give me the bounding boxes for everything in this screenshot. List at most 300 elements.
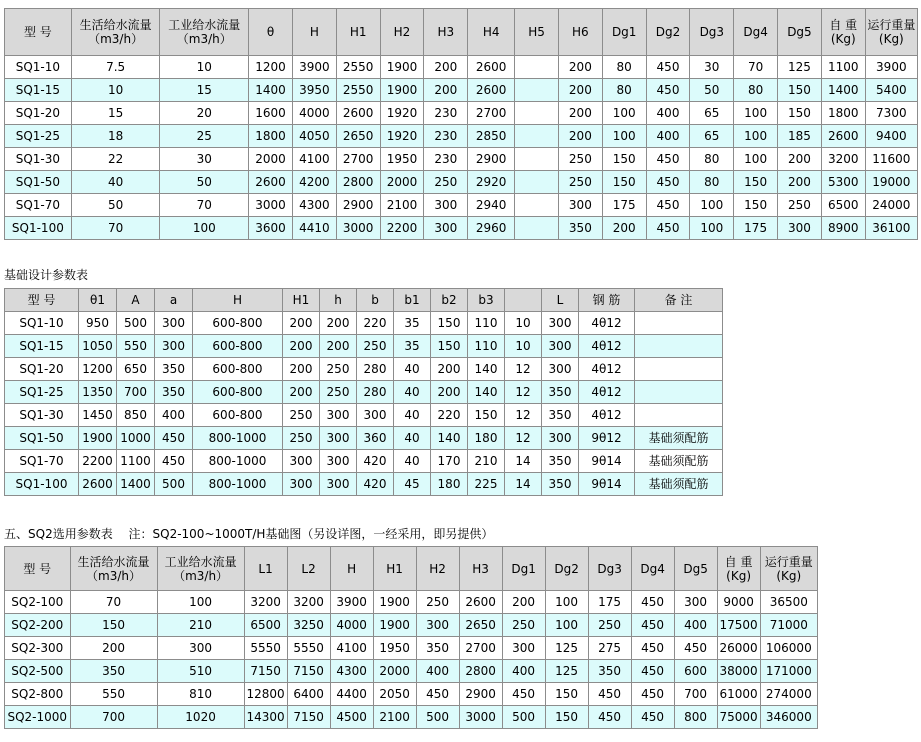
table-row [5,335,723,358]
table-row [5,591,818,614]
table-cell: 125 [545,660,588,683]
table-cell: 65 [690,125,734,148]
table-cell: 基础须配筋 [635,473,723,496]
column-header-label: Dg1 [611,25,637,39]
table-cell: 300 [320,404,357,427]
table-cell: 2000 [380,171,424,194]
table-cell: 2650 [336,125,380,148]
table-cell: 2800 [336,171,380,194]
model-cell: SQ1-15 [5,335,79,358]
table-cell: 220 [357,312,394,335]
table-cell: 12 [505,427,542,450]
table-cell: 80 [602,56,646,79]
table-cell: 200 [502,591,545,614]
table-cell: 450 [588,706,631,729]
table-cell: 650 [117,358,155,381]
table-cell: 400 [416,660,459,683]
table-cell: 1100 [117,450,155,473]
table-cell: 10 [505,312,542,335]
column-header [734,9,778,56]
table-cell: 2100 [373,706,416,729]
table-cell: 6500 [244,614,287,637]
table-cell: 170 [431,450,468,473]
table-cell: 140 [431,427,468,450]
column-header-label: Dg5 [787,25,812,39]
table-cell [515,148,559,171]
table-cell: 5300 [821,171,865,194]
table-cell: 230 [424,148,468,171]
table-cell: 200 [602,217,646,240]
table-cell: 2800 [459,660,502,683]
table-cell: 36500 [760,591,817,614]
table-cell: 450 [646,148,690,171]
column-header-unit: （m3/h） [86,568,142,583]
table-row [5,404,723,427]
foundation-table-caption: 基础设计参数表 [4,268,89,282]
table-cell: 700 [70,706,157,729]
table-cell: 5400 [865,79,917,102]
table-cell: 106000 [760,637,817,660]
table-cell: 4050 [292,125,336,148]
table-cell: 100 [545,614,588,637]
table-cell: 450 [646,56,690,79]
table-cell: 7150 [244,660,287,683]
table-cell: 4300 [292,194,336,217]
column-header [5,547,71,591]
table-cell: 4θ12 [579,358,635,381]
table-cell: 350 [155,381,193,404]
table-cell: 65 [690,102,734,125]
table-cell: 250 [357,335,394,358]
table-cell: 3000 [336,217,380,240]
table-row [5,683,818,706]
table-cell: 80 [690,148,734,171]
table-cell: 15 [71,102,160,125]
table-cell: 350 [588,660,631,683]
column-header: H1 [283,289,320,312]
table-cell: 230 [424,125,468,148]
table-cell: 800-1000 [193,450,283,473]
column-header-label: 工业给水流量 [164,554,237,569]
table-cell: 300 [357,404,394,427]
column-header [249,9,293,56]
table-cell: 70 [734,56,778,79]
table-cell: 350 [542,450,579,473]
table-cell: 8900 [821,217,865,240]
table-cell: 300 [674,591,717,614]
table-cell: 100 [690,194,734,217]
table-cell: 450 [631,591,674,614]
table-cell: 4300 [330,660,373,683]
table-cell: 350 [155,358,193,381]
table-cell: 450 [588,683,631,706]
table-cell: 9θ14 [579,473,635,496]
table-cell: 1900 [373,614,416,637]
sq2-parameter-table [4,546,818,729]
table-cell: 200 [424,79,468,102]
table-cell: 4100 [292,148,336,171]
column-header-label: 生活给水流量 [77,554,150,569]
table-cell: 25 [160,125,249,148]
table-cell: 300 [542,427,579,450]
table-cell: 100 [545,591,588,614]
column-header-unit: （m3/h） [88,32,144,46]
table-cell: 200 [778,148,822,171]
table-cell: 100 [734,148,778,171]
table-cell: 1800 [249,125,293,148]
table-cell: 250 [558,148,602,171]
column-header [717,547,760,591]
table-cell: 200 [778,171,822,194]
column-header [558,9,602,56]
table-cell: 50 [690,79,734,102]
table-cell: 45 [394,473,431,496]
column-header-label: θ [266,25,275,39]
table-cell: 2600 [249,171,293,194]
table-cell: 250 [778,194,822,217]
table-cell: 40 [394,358,431,381]
table-cell [635,358,723,381]
table-cell: 20 [160,102,249,125]
table-cell: 2900 [459,683,502,706]
table-cell: 350 [70,660,157,683]
table-cell: 250 [502,614,545,637]
table-cell: 2600 [79,473,117,496]
table-cell: 150 [431,312,468,335]
table-cell: 2850 [468,125,515,148]
table-row [5,358,723,381]
table-row [5,79,918,102]
table-header-row [5,289,723,312]
table-cell: 300 [283,450,320,473]
table-cell: 800 [674,706,717,729]
column-header: 备 注 [635,289,723,312]
table-cell: 12 [505,404,542,427]
table-cell: 300 [502,637,545,660]
table-cell: 200 [431,381,468,404]
table-cell: 50 [160,171,249,194]
table-cell: 40 [394,381,431,404]
table-cell: 200 [283,335,320,358]
model-cell: SQ1-100 [5,217,72,240]
table-cell: 300 [283,473,320,496]
table-cell: 22 [71,148,160,171]
table-cell: 275 [588,637,631,660]
column-header: A [117,289,155,312]
table-cell: 3200 [287,591,330,614]
table-cell: 450 [502,683,545,706]
column-header [674,547,717,591]
table-cell: 4θ12 [579,312,635,335]
column-header [502,547,545,591]
table-cell [635,335,723,358]
table-cell: 14 [505,473,542,496]
table-cell: 280 [357,381,394,404]
column-header [602,9,646,56]
table-cell: 40 [71,171,160,194]
table-cell: 200 [558,56,602,79]
foundation-parameter-table [4,288,723,496]
table-cell: 150 [734,171,778,194]
column-header: a [155,289,193,312]
table-cell: 2200 [380,217,424,240]
table-cell: 30 [160,148,249,171]
column-header [424,9,468,56]
table-cell: 346000 [760,706,817,729]
model-cell: SQ2-100 [5,591,71,614]
table-cell: 3200 [244,591,287,614]
table-cell [515,217,559,240]
column-header-unit: (Kg) [878,32,904,46]
column-header [865,9,917,56]
table-cell: 7150 [287,706,330,729]
table-cell: 200 [424,56,468,79]
table-cell: 35 [394,335,431,358]
table-cell: 10 [71,79,160,102]
table-cell: 10 [505,335,542,358]
table-cell: 300 [320,427,357,450]
column-header-unit: (Kg) [726,568,752,583]
table-cell: 125 [778,56,822,79]
table-cell: 2600 [336,102,380,125]
column-header-label: 自 重 [829,18,858,32]
table-cell: 300 [542,312,579,335]
table-cell: 250 [424,171,468,194]
table-cell: 110 [468,312,505,335]
table-cell: 200 [320,335,357,358]
table-row [5,427,723,450]
table-cell: 40 [394,427,431,450]
model-cell: SQ1-10 [5,312,79,335]
model-cell: SQ2-200 [5,614,71,637]
model-cell: SQ2-300 [5,637,71,660]
table-cell: 70 [160,194,249,217]
table-cell: 18 [71,125,160,148]
table-cell: 9400 [865,125,917,148]
table-cell: 35 [394,312,431,335]
table-cell: 7.5 [71,56,160,79]
table-row [5,637,818,660]
table-cell: 4000 [330,614,373,637]
sq1-parameter-table [4,8,918,240]
column-header: b [357,289,394,312]
model-cell: SQ1-10 [5,56,72,79]
table-cell: 510 [157,660,244,683]
table-cell: 550 [117,335,155,358]
table-cell: 2550 [336,56,380,79]
table-row [5,614,818,637]
table-cell: 700 [674,683,717,706]
column-header: b3 [468,289,505,312]
column-header [292,9,336,56]
table-cell: 200 [558,102,602,125]
table-cell [515,56,559,79]
table-cell: 450 [631,660,674,683]
table-cell: 1050 [79,335,117,358]
table-cell: 2200 [79,450,117,473]
column-header-label: H2 [429,561,446,576]
table-cell: 200 [558,125,602,148]
model-cell: SQ1-30 [5,148,72,171]
table-cell [635,312,723,335]
table-cell: 12 [505,358,542,381]
table-cell: 500 [416,706,459,729]
column-header-label: L1 [258,561,273,576]
table-cell: 400 [502,660,545,683]
table-cell: 2700 [459,637,502,660]
table-cell: 19000 [865,171,917,194]
table-cell: 500 [155,473,193,496]
table-cell: 185 [778,125,822,148]
column-header-unit: (Kg) [776,568,802,583]
table-cell: 4θ12 [579,381,635,404]
column-header [380,9,424,56]
table-cell: 2960 [468,217,515,240]
column-header [70,547,157,591]
table-cell: 225 [468,473,505,496]
table-cell: 600 [674,660,717,683]
table-cell [515,102,559,125]
table-cell: 300 [320,450,357,473]
column-header [373,547,416,591]
table-cell: 1000 [117,427,155,450]
table-cell: 500 [117,312,155,335]
table-cell: 250 [588,614,631,637]
table-cell: 12 [505,381,542,404]
column-header-unit: （m3/h） [176,32,232,46]
table-cell: 400 [646,125,690,148]
table-cell: 220 [431,404,468,427]
table-cell: 40 [394,404,431,427]
table-cell: 175 [588,591,631,614]
column-header-label: H2 [393,25,411,39]
table-row [5,473,723,496]
table-cell: 1950 [373,637,416,660]
column-header-label: Dg4 [743,25,768,39]
table-cell: 350 [542,404,579,427]
table-cell: 2900 [468,148,515,171]
table-cell: 350 [558,217,602,240]
table-cell: 50 [71,194,160,217]
table-row [5,125,918,148]
table-cell: 1900 [380,79,424,102]
table-cell: 300 [778,217,822,240]
model-cell: SQ1-15 [5,79,72,102]
table-cell: 200 [70,637,157,660]
model-cell: SQ2-1000 [5,706,71,729]
table-cell: 2050 [373,683,416,706]
table-cell: 600-800 [193,335,283,358]
table-cell: 1900 [380,56,424,79]
table-cell: 100 [157,591,244,614]
column-header [821,9,865,56]
model-cell: SQ1-50 [5,171,72,194]
table-cell [635,381,723,404]
table-cell: 1400 [821,79,865,102]
table-cell: 300 [155,335,193,358]
column-header: θ1 [79,289,117,312]
table-cell: 450 [631,614,674,637]
table-cell: 17500 [717,614,760,637]
table-cell: 450 [674,637,717,660]
table-cell: 450 [646,194,690,217]
table-cell: 300 [320,473,357,496]
table-cell: 2700 [336,148,380,171]
column-header [545,547,588,591]
table-cell: 61000 [717,683,760,706]
table-cell: 200 [558,79,602,102]
table-cell: 1020 [157,706,244,729]
model-cell: SQ1-20 [5,358,79,381]
table-cell: 3000 [249,194,293,217]
table-cell: 4500 [330,706,373,729]
column-header-unit: （m3/h） [173,568,229,583]
table-cell: 150 [778,79,822,102]
table-cell: 2550 [336,79,380,102]
column-header [588,547,631,591]
table-cell: 1450 [79,404,117,427]
column-header [760,547,817,591]
table-cell: 500 [502,706,545,729]
table-cell: 150 [734,194,778,217]
table-cell: 600-800 [193,404,283,427]
table-cell: 9θ12 [579,427,635,450]
table-cell: 1400 [249,79,293,102]
table-cell: 350 [542,473,579,496]
column-header: L [542,289,579,312]
table-row [5,381,723,404]
table-cell: 1800 [821,102,865,125]
table-cell: 7300 [865,102,917,125]
column-header [71,9,160,56]
column-header-label: Dg1 [511,561,536,576]
table-cell: 150 [602,148,646,171]
table-cell: 450 [155,427,193,450]
table-cell: 5550 [287,637,330,660]
table-cell [515,194,559,217]
column-header-label: 运行重量 [867,18,916,32]
column-header [330,547,373,591]
table-cell: 6500 [821,194,865,217]
table-cell: 2600 [821,125,865,148]
table-cell: 100 [160,217,249,240]
column-header [459,547,502,591]
table-cell: 2700 [468,102,515,125]
column-header: 钢 筋 [579,289,635,312]
table-cell: 300 [157,637,244,660]
column-header [157,547,244,591]
table-cell: 2000 [249,148,293,171]
table-cell: 1950 [380,148,424,171]
table-cell: 200 [320,312,357,335]
table-cell: 11600 [865,148,917,171]
table-cell: 450 [631,637,674,660]
table-cell: 171000 [760,660,817,683]
table-cell: 350 [416,637,459,660]
table-cell: 100 [734,125,778,148]
table-row [5,450,723,473]
column-header-unit: (Kg) [830,32,856,46]
table-cell: 2000 [373,660,416,683]
model-cell: SQ1-100 [5,473,79,496]
table-cell: 150 [778,102,822,125]
table-cell: 12800 [244,683,287,706]
column-header-label: Dg2 [655,25,681,39]
column-header-label: H [347,561,357,576]
table-cell: 810 [157,683,244,706]
column-header [160,9,249,56]
table-cell: 4200 [292,171,336,194]
